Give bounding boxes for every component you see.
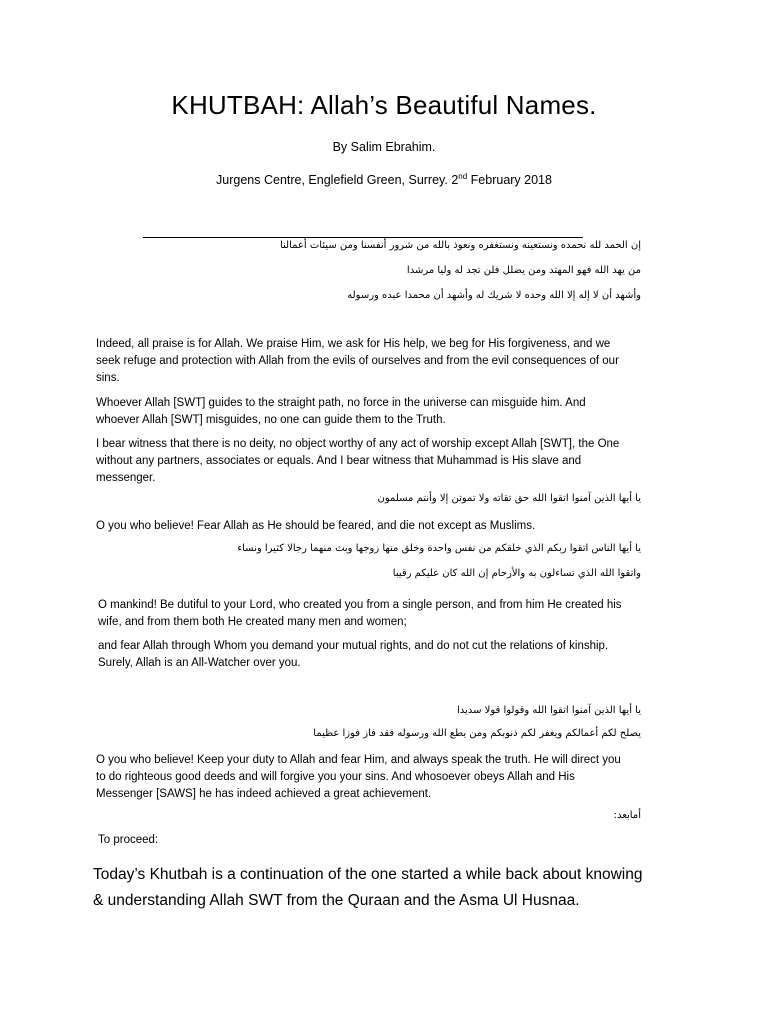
date-ordinal-suffix: nd <box>458 172 468 181</box>
arabic-verse-fear-allah: يا أيها الذين آمنوا اتقوا الله حق تقاته ولا تموتن إلا وأنتم مسلمون <box>377 493 641 504</box>
paragraph-praise: Indeed, all praise is for Allah. We praise Him, we ask for His help, we beg for His forgiveness, and we seek refuge and protection with Allah from the evils of ourselves and from the evil consequences of our sins. <box>96 338 619 384</box>
paragraph-guidance: Whoever Allah [SWT] guides to the straight path, no force in the universe can misguide him. And whoever Allah [SWT] misguides, no one can guide them to the Truth. <box>96 397 586 426</box>
paragraph-kinship: and fear Allah through Whom you demand your mutual rights, and do not cut the relations of kinship. Surely, Allah is an All-Watcher over you. <box>98 640 609 669</box>
arabic-opening-line-1: إن الحمد لله نحمده ونستعينه ونستغفره ونعوذ بالله من شرور أنفسنا ومن سيئات أعمالنا <box>279 240 641 251</box>
horizontal-divider <box>143 237 583 238</box>
khutbah-intro-paragraph: Today’s Khutbah is a continuation of the one started a while back about knowing & understanding Allah SWT from the Quraan and the Asma Ul Husnaa. <box>93 866 643 909</box>
paragraph-witness: I bear witness that there is no deity, no object worthy of any act of worship except Allah [SWT], the One without any partners, associates or equals. And I bear witness that Muhammad is His slave and messenger. <box>96 438 620 484</box>
arabic-verse-speak-truth-2: يصلح لكم أعمالكم ويغفر لكم ذنوبكم ومن يطع الله ورسوله فقد فاز فوزا عظيما <box>313 728 641 739</box>
arabic-to-proceed: أمابعد: <box>613 810 641 821</box>
date-month-year: February 2018 <box>467 173 552 188</box>
arabic-verse-mankind-1: يا أيها الناس اتقوا ربكم الذي خلقكم من نفس واحدة وخلق منها زوجها وبث منهما رجالا كثيرا ونساء <box>237 543 641 554</box>
arabic-opening-line-2: من يهد الله فهو المهتد ومن يضلل فلن تجد له وليا مرشدا <box>406 265 641 276</box>
arabic-verse-speak-truth-1: يا أيها الذين آمنوا اتقوا الله وقولوا قولا سديدا <box>457 705 641 716</box>
venue-text: Jurgens Centre, Englefield Green, Surrey. 2 <box>216 173 459 188</box>
to-proceed-label: To proceed: <box>98 834 159 846</box>
author-line: By Salim Ebrahim. <box>332 140 436 154</box>
document-title: KHUTBAH: Allah’s Beautiful Names. <box>171 90 597 120</box>
venue-date-line <box>0 172 768 187</box>
paragraph-fear-allah: O you who believe! Fear Allah as He should be feared, and die not except as Muslims. <box>96 520 536 532</box>
paragraph-mankind: O mankind! Be dutiful to your Lord, who created you from a single person, and from him He created his wife, and from them both He created many men and women; <box>98 599 622 628</box>
paragraph-speak-truth: O you who believe! Keep your duty to Allah and fear Him, and always speak the truth. He will direct you to do righteous good deeds and will forgive you your sins. And whosoever obeys Allah and His Messenger [SAWS] he has indeed achieved a great achievement. <box>96 754 621 800</box>
arabic-opening-line-3: وأشهد أن لا إله إلا الله وحده لا شريك له وأشهد أن محمدا عبده ورسوله <box>347 290 641 301</box>
arabic-verse-mankind-2: واتقوا الله الذي تساءلون به والأرحام إن الله كان عليكم رقيبا <box>392 568 641 579</box>
